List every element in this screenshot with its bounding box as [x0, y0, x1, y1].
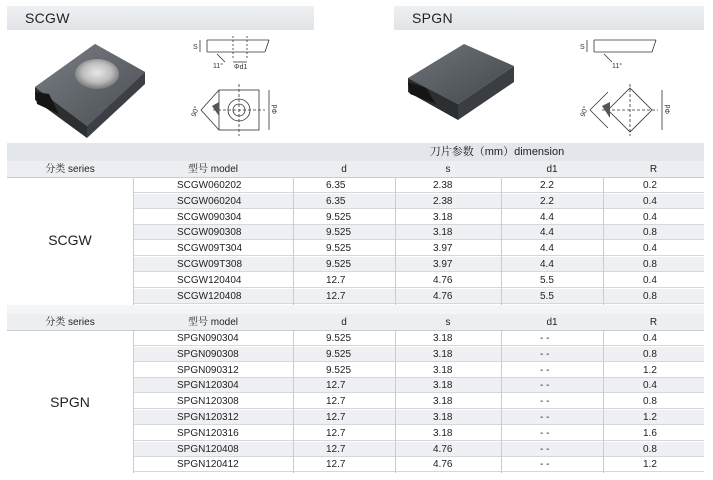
s-cell: 3.18 — [433, 396, 453, 408]
s-cell: 3.97 — [433, 259, 453, 270]
spgn-figure — [394, 32, 704, 140]
r-cell: 1.2 — [643, 412, 657, 423]
d1-cell: - - — [540, 348, 550, 360]
r-cell: 0.4 — [643, 243, 657, 255]
spgn-insert-illustration — [394, 32, 704, 140]
s-cell: 3.18 — [433, 211, 453, 223]
s-cell: 3.18 — [433, 380, 453, 392]
d1-cell: - - — [540, 459, 550, 471]
d1-cell: - - — [540, 396, 550, 408]
col-d-2: d — [341, 317, 347, 328]
d1-cell: 2.2 — [540, 180, 554, 191]
table-gap — [7, 305, 704, 314]
table-row — [133, 225, 704, 240]
scgw-insert-illustration — [7, 32, 314, 140]
grid-line — [293, 178, 294, 305]
d-cell: 12.7 — [326, 380, 346, 392]
d-cell: 9.525 — [326, 364, 352, 376]
scgw-figure — [7, 32, 314, 140]
d1-cell: 2.2 — [540, 195, 554, 207]
r-cell: 0.4 — [643, 333, 657, 344]
model-cell: SCGW09T308 — [177, 259, 243, 270]
model-cell: SCGW060204 — [177, 195, 242, 207]
table-row — [133, 273, 704, 288]
d1-cell: - - — [540, 364, 550, 376]
d-cell: 9.525 — [326, 211, 352, 223]
col-model: 型号 model — [187, 164, 238, 175]
s-cell: 3.18 — [433, 348, 453, 360]
d1-cell: 4.4 — [540, 211, 554, 223]
table-row — [133, 178, 704, 193]
grid-line — [395, 178, 396, 305]
d1-cell: 4.4 — [540, 243, 554, 255]
model-cell: SPGN120412 — [177, 459, 239, 471]
model-cell: SCGW090308 — [177, 227, 242, 239]
tab-scgw[interactable]: SCGW — [7, 6, 314, 30]
grid-line — [293, 331, 294, 473]
model-cell: SPGN090312 — [177, 364, 239, 376]
d-cell: 9.525 — [326, 348, 352, 360]
d1-cell: - - — [540, 443, 550, 455]
column-header-row-2 — [7, 314, 704, 331]
svg-text:S: S — [193, 44, 198, 51]
column-header-row — [7, 161, 704, 178]
d-cell: 12.7 — [326, 459, 346, 471]
tab-spgn[interactable]: SPGN — [394, 6, 704, 30]
d1-cell: 4.4 — [540, 259, 554, 270]
table-row — [133, 378, 704, 393]
svg-text:S: S — [580, 44, 585, 51]
col-d: d — [341, 164, 347, 175]
col-s: s — [445, 164, 451, 175]
d-cell: 12.7 — [326, 290, 346, 302]
d-cell: 6.35 — [326, 195, 346, 207]
r-cell: 0.4 — [643, 274, 657, 286]
col-s-2: s — [445, 317, 451, 328]
r-cell: 1.2 — [643, 364, 657, 376]
s-cell: 3.18 — [433, 364, 453, 376]
grid-line — [501, 178, 502, 305]
r-cell: 0.8 — [643, 259, 657, 270]
table-row — [133, 241, 704, 256]
table-row — [133, 331, 704, 346]
grid-line — [133, 178, 134, 305]
d-cell: 12.7 — [326, 396, 346, 408]
table-row — [133, 426, 704, 441]
table-row — [133, 194, 704, 209]
model-cell: SPGN120316 — [177, 427, 239, 439]
d-cell: 9.525 — [326, 333, 352, 344]
s-cell: 2.38 — [433, 180, 453, 191]
r-cell: 0.8 — [643, 443, 657, 455]
d1-cell: 4.4 — [540, 227, 554, 239]
col-d1: d1 — [546, 164, 558, 175]
d1-cell: 5.5 — [540, 274, 554, 286]
col-series: 分类 series — [45, 164, 95, 175]
series-label-scgw: SCGW — [48, 232, 92, 248]
s-cell: 3.18 — [433, 412, 453, 423]
svg-text:11°: 11° — [213, 63, 224, 70]
svg-text:Φd: Φd — [272, 104, 279, 114]
s-cell: 3.18 — [433, 427, 453, 439]
r-cell: 0.8 — [643, 290, 657, 302]
model-cell: SPGN090304 — [177, 333, 239, 344]
r-cell: 0.4 — [643, 380, 657, 392]
s-cell: 4.76 — [433, 459, 453, 471]
r-cell: 0.4 — [643, 211, 657, 223]
table-row — [133, 442, 704, 457]
grid-line — [133, 331, 134, 473]
table-row — [133, 289, 704, 304]
table-row — [133, 347, 704, 362]
grid-line — [501, 331, 502, 473]
model-cell: SPGN120308 — [177, 396, 239, 408]
d1-cell: - - — [540, 333, 550, 344]
svg-text:90°: 90° — [190, 105, 201, 118]
model-cell: SPGN120408 — [177, 443, 239, 455]
grid-line — [603, 178, 604, 305]
d-cell: 12.7 — [326, 427, 346, 439]
svg-text:11°: 11° — [612, 63, 623, 70]
col-series-2: 分类 series — [45, 317, 95, 328]
col-r: R — [649, 164, 658, 175]
col-model-2: 型号 model — [187, 317, 238, 328]
model-cell: SCGW120404 — [177, 274, 242, 286]
d-cell: 6.35 — [326, 180, 346, 191]
svg-text:Φd1: Φd1 — [234, 64, 248, 71]
table-title: 刀片参数（mm）dimension — [429, 146, 565, 158]
s-cell: 3.97 — [433, 243, 453, 255]
d-cell: 9.525 — [326, 227, 352, 239]
r-cell: 0.2 — [643, 180, 657, 191]
grid-line — [603, 331, 604, 473]
table-row — [133, 363, 704, 378]
d1-cell: 5.5 — [540, 290, 554, 302]
table-row — [133, 257, 704, 272]
d-cell: 12.7 — [326, 274, 346, 286]
d1-cell: - - — [540, 427, 550, 439]
d-cell: 9.525 — [326, 259, 352, 270]
table-row — [133, 410, 704, 425]
model-cell: SPGN120312 — [177, 412, 239, 423]
s-cell: 4.76 — [433, 443, 453, 455]
s-cell: 2.38 — [433, 195, 453, 207]
model-cell: SCGW120408 — [177, 290, 242, 302]
s-cell: 4.76 — [433, 274, 453, 286]
table-row — [133, 210, 704, 225]
col-r-2: R — [649, 317, 658, 328]
d-cell: 12.7 — [326, 412, 346, 423]
s-cell: 4.76 — [433, 290, 453, 302]
r-cell: 0.8 — [643, 227, 657, 239]
model-cell: SPGN090308 — [177, 348, 239, 360]
model-cell: SPGN120304 — [177, 380, 239, 392]
d1-cell: - - — [540, 380, 550, 392]
r-cell: 0.8 — [643, 396, 657, 408]
d1-cell: - - — [540, 412, 550, 423]
r-cell: 0.4 — [643, 195, 657, 207]
r-cell: 0.8 — [643, 348, 657, 360]
model-cell: SCGW060202 — [177, 180, 242, 191]
grid-line — [395, 331, 396, 473]
r-cell: 1.6 — [643, 427, 657, 439]
d-cell: 12.7 — [326, 443, 346, 455]
col-d1-2: d1 — [546, 317, 558, 328]
r-cell: 1.2 — [643, 459, 657, 471]
series-label-spgn: SPGN — [50, 394, 90, 410]
model-cell: SCGW090304 — [177, 211, 242, 223]
table-row — [133, 457, 704, 472]
svg-text:90°: 90° — [579, 105, 590, 118]
s-cell: 3.18 — [433, 227, 453, 239]
model-cell: SCGW09T304 — [177, 243, 243, 255]
s-cell: 3.18 — [433, 333, 453, 344]
table-row — [133, 394, 704, 409]
svg-text:Φd: Φd — [665, 104, 672, 114]
d-cell: 9.525 — [326, 243, 352, 255]
